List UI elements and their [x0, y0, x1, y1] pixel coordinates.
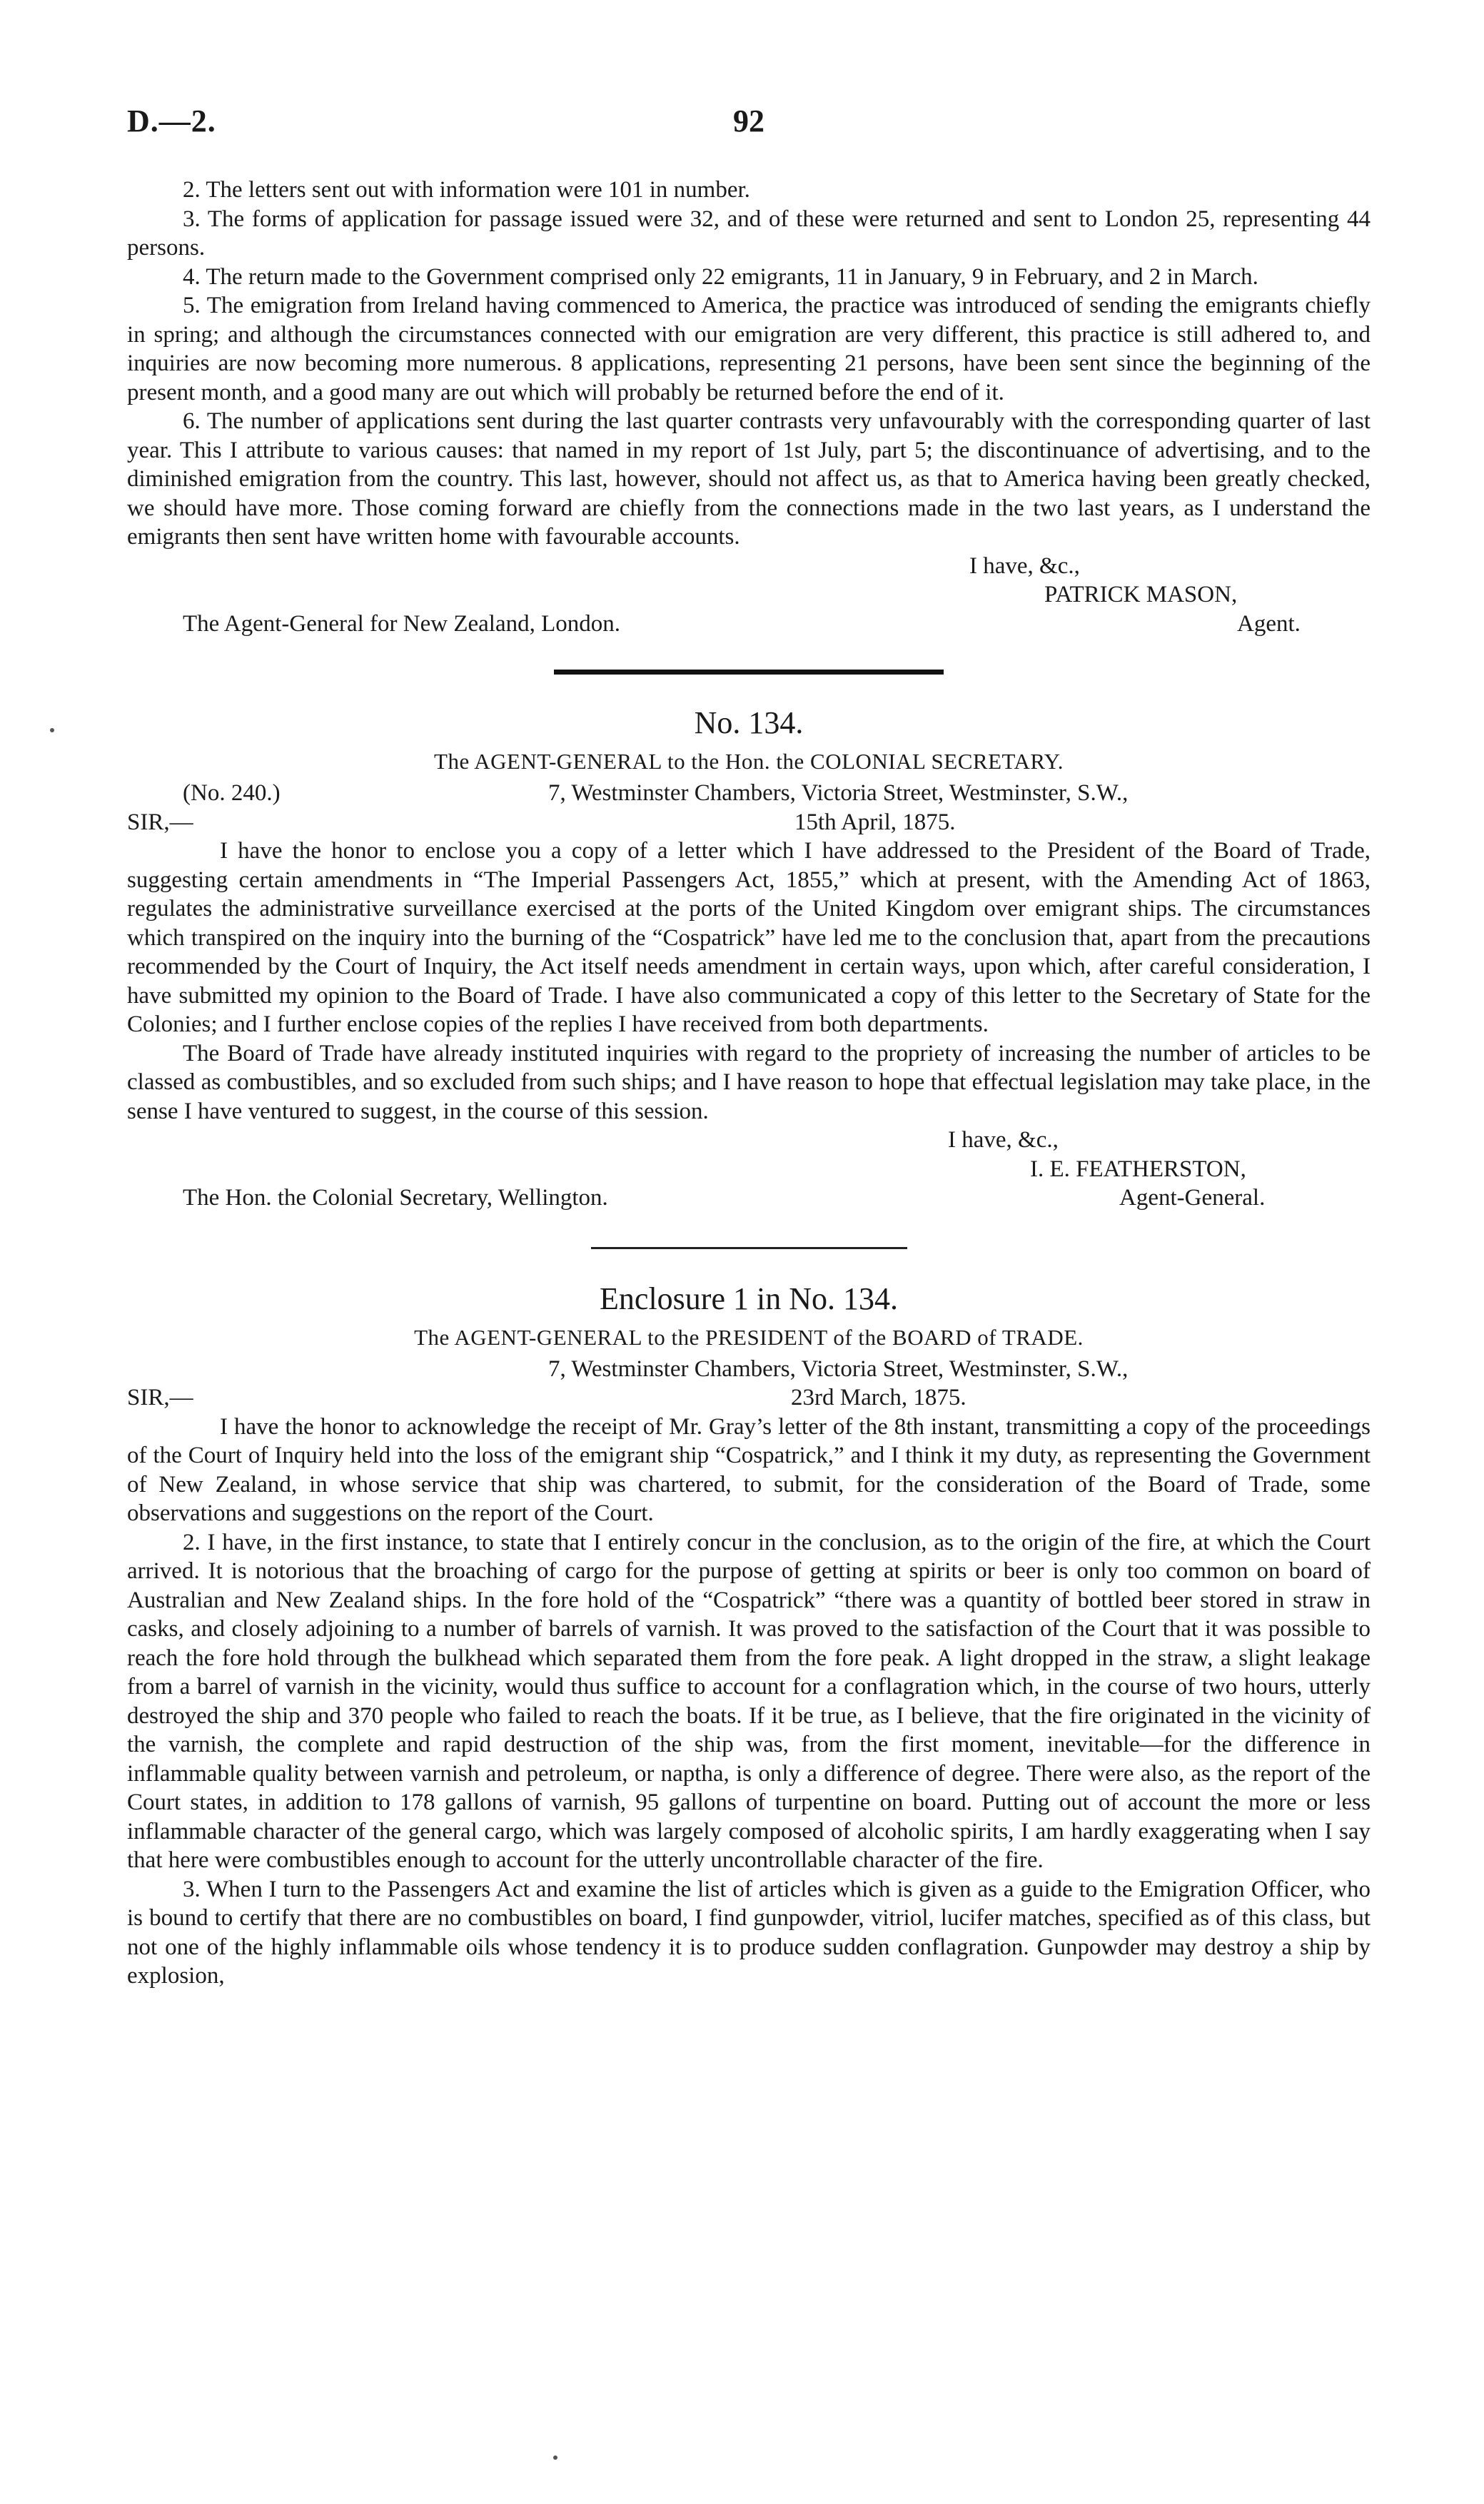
signer: I. E. FEATHERSTON, [1030, 1156, 1246, 1182]
addressee: The Hon. the Colonial Secretary, Wellington. [183, 1185, 608, 1211]
paragraph: The Board of Trade have already instituted inquiries with regard to the propriety of increasing the number of articles to be classed as combustibles, and so excluded from such ships; and I have reason to hope that effectual legislation may take place, in the sense I have ventured to suggest, in the course of this session. [127, 1040, 1371, 1124]
sender-address: 7, Westminster Chambers, Victoria Street, Westminster, S.W., [548, 780, 1129, 806]
salutation-date-line [127, 1383, 1371, 1413]
addressee: The Agent-General for New Zealand, London. [183, 610, 621, 637]
enclosure-1 [127, 1281, 1371, 1991]
paragraph: 2. I have, in the first instance, to state that I entirely concur in the conclusion, as to the origin of the fire, at which the Court arrived. It is notorious that the broaching of cargo for the purpose of getting at spirits or beer is only too common on board of Australian and New Zealand ships. In the fore hold of the “Cospatrick” “there was a quantity of bottled beer stored in straw in casks, and closely adjoining to a number of barrels of varnish. It was proved to the satisfaction of the Court that it was possible to reach the fore hold through the bulkhead which separated them from the fore peak. A light dropped in the straw, a slight leakage from a barrel of varnish in the vicinity, would thus suffice to account for a conflagration which, in the course of two hours, utterly destroyed the ship and 370 people who failed to reach the boats. If it be true, as I believe, that the fire originated in the vicinity of the varnish, the complete and rapid destruction of the ship was, from the first moment, inevitable—for the difference in inflammable quality between varnish and petroleum, or naptha, is only a difference of degree. There were also, as the report of the Court states, in addition to 178 gallons of varnish, 95 gallons of turpentine on board. Putting out of account the more or less inflammable character of the general cargo, which was largely composed of alcoholic spirits, I am hardly exaggerating when I say that here were combustibles enough to account for the utterly uncontrollable character of the fire. [127, 1529, 1371, 1873]
paragraph: I have the honor to acknowledge the receipt of Mr. Gray’s letter of the 8th instant, transmitting a copy of the proceedings of the Court of Inquiry held into the loss of the emigrant ship “Cospatrick,” and I think it my duty, as representing the Government of New Zealand, in whose service that ship was chartered, to submit, for the consideration of the Board of Trade, some observations and suggestions on the report of the Court. [127, 1413, 1371, 1526]
signer-line [127, 580, 1371, 610]
section-divider [554, 670, 944, 675]
paragraph: 6. The number of applications sent during the last quarter contrasts very unfavourably with the corresponding quarter of last year. This I attribute to various causes: that named in my report of 1st July, part 5; the discontinuance of advertising, and to the diminished emigration from the country. This last, however, should not affect us, as that to America having been greatly checked, we should have more. Those coming forward are chiefly from the connections made in the two last years, as I understand the emigrants then sent have written home with favourable accounts. [127, 408, 1371, 550]
closing: I have, &c., [948, 1127, 1059, 1153]
salutation: SIR,— [127, 809, 193, 835]
paragraph: 2. The letters sent out with information were 101 in number. [183, 177, 750, 203]
page-number: 92 [733, 104, 764, 138]
addressee-line [127, 610, 1371, 639]
ref-address-line [127, 779, 1371, 808]
letter-title: No. 134. [694, 705, 804, 740]
paragraph: I have the honor to enclose you a copy of a letter which I have addressed to the President of the Board of Trade, suggesting certain amendments in “The Imperial Passengers Act, 1855,” which at present, with the Amending Act of 1863, regulates the administrative surveillance exercised at the ports of the United Kingdom over emigrant ships. The circumstances which transpired on the inquiry into the burning of the “Cospatrick” have led me to the conclusion that, apart from the precautions recommended by the Court of Inquiry, the Act itself needs amendment in certain ways, upon which, after careful consideration, I have submitted my opinion to the Board of Trade. I have also communicated a copy of this letter to the Secretary of State for the Colonies; and I further enclose copies of the replies I have received from both departments. [127, 838, 1371, 1037]
letter-date: 23rd March, 1875. [791, 1385, 966, 1410]
salutation: SIR,— [127, 1385, 193, 1410]
signer-title: Agent-General. [1119, 1185, 1266, 1211]
salutation-date-line [127, 808, 1371, 837]
document-page [127, 104, 1371, 1991]
signer: PATRICK MASON, [1044, 582, 1238, 607]
address-line [127, 1355, 1371, 1384]
closing-line [127, 552, 1371, 581]
letter-reference: (No. 240.) [183, 780, 281, 806]
previous-letter-section [127, 176, 1371, 638]
print-speck [50, 728, 54, 732]
paragraph: 3. When I turn to the Passengers Act and examine the list of articles which is given as a guide to the Emigration Officer, who is bound to certify that there are no combustibles on board, I find gunpowder, vitriol, lucifer matches, specified as of this class, but not one of the highly inflammable oils whose tendency it is to produce sudden conflagration. Gunpowder may destroy a ship by explosion, [127, 1876, 1371, 1989]
closing-line [127, 1126, 1371, 1155]
section-divider [591, 1247, 907, 1249]
document-code: D.—2. [127, 104, 216, 138]
print-speck [553, 2455, 557, 2460]
signer-title: Agent. [1237, 610, 1301, 637]
letter-subtitle: The AGENT-GENERAL to the Hon. the COLONIAL SECRETARY. [434, 749, 1064, 774]
enclosure-title: Enclosure 1 in No. 134. [600, 1281, 898, 1316]
letter-134 [127, 705, 1371, 1213]
paragraph: 5. The emigration from Ireland having commenced to America, the practice was introduced of sending the emigrants chiefly in spring; and although the circumstances connected with our emigration are very different, this practice is still adhered to, and inquiries are now becoming more numerous. 8 applications, representing 21 persons, have been sent since the beginning of the present month, and a good many are out which will probably be returned before the end of it. [127, 293, 1371, 405]
paragraph: 3. The forms of application for passage issued were 32, and of these were returned and sent to London 25, representing 44 persons. [127, 206, 1371, 261]
addressee-line [127, 1183, 1371, 1213]
enclosure-subtitle: The AGENT-GENERAL to the PRESIDENT of the BOARD of TRADE. [414, 1324, 1084, 1350]
closing: I have, &c., [969, 552, 1080, 579]
page-header [127, 104, 1371, 157]
paragraph: 4. The return made to the Government comprised only 22 emigrants, 11 in January, 9 in February, and 2 in March. [183, 263, 1258, 290]
sender-address: 7, Westminster Chambers, Victoria Street, Westminster, S.W., [548, 1356, 1129, 1382]
letter-date: 15th April, 1875. [794, 809, 956, 835]
signer-line [127, 1155, 1371, 1184]
